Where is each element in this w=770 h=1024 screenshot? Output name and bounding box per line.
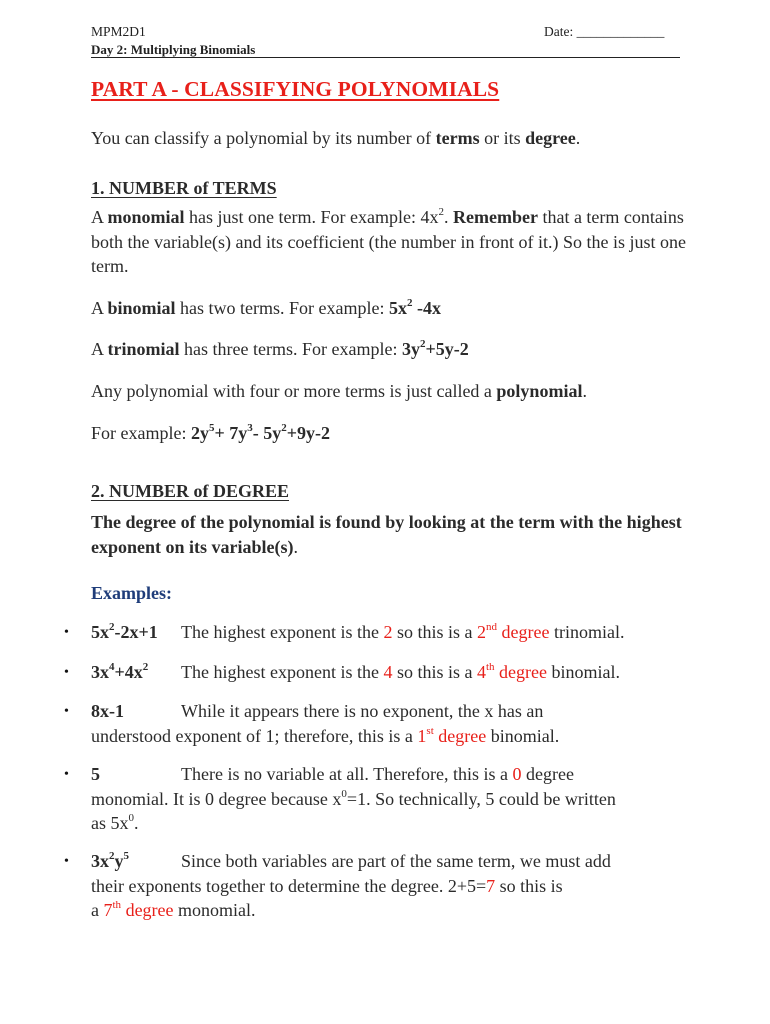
bullet-icon: • <box>64 854 69 869</box>
example-2: $3x^4+4x^2$ The highest exponent is the 4 so this is a 4th degree binomial. <box>91 661 621 682</box>
example-4: 5 There is no variable at all. Therefore, this is a 0 degree monomial. It is 0 degree because $x^0=1$. So technically, 5 could be written as $5x^0$. <box>91 764 616 833</box>
bullet-icon: • <box>64 704 69 719</box>
examples-label: Examples: <box>91 583 172 603</box>
intro-paragraph: You can classify a polynomial by its number of terms or its degree. <box>91 128 581 148</box>
part-title: PART A - CLASSIFYING POLYNOMIALS <box>91 77 500 101</box>
monomial-paragraph: A monomial has just one term. For example: $4x^2$. Remember that a term contains both the variable(s) and its coefficient (the number in front of it.) So the is just one term. <box>91 206 687 276</box>
binomial-paragraph: A binomial has two terms. For example: $5x^2$ -4x <box>91 297 442 318</box>
section1-heading: 1. NUMBER of TERMS <box>91 178 277 198</box>
example-5: $3x^2y^5$ Since both variables are part of the same term, we must add their exponents together to determine the degree. 2+5=7 so this is a 7th degree monomial. <box>91 850 611 920</box>
date-field: Date: _____________ <box>544 24 665 39</box>
bullet-icon: • <box>64 625 69 640</box>
example-3: 8x-1 While it appears there is no exponent, the x has an understood exponent of 1; therefore, this is a 1st degree binomial. <box>91 701 560 746</box>
bullet-icon: • <box>64 665 69 680</box>
bullet-icon: • <box>64 767 69 782</box>
trinomial-paragraph: A trinomial has three terms. For example: $3y^2+5y-2$ <box>91 338 469 359</box>
polynomial-paragraph: Any polynomial with four or more terms is just called a polynomial. <box>91 381 587 401</box>
example-1: $5x^2-2x+1$ The highest exponent is the 2 so this is a 2nd degree trinomial. <box>91 621 625 642</box>
section2-heading: 2. NUMBER of DEGREE <box>91 481 290 501</box>
degree-statement: The degree of the polynomial is found by looking at the term with the highest exponent on its variable(s). <box>91 512 682 557</box>
header-left <box>91 23 255 59</box>
course-code: MPM2D1 <box>91 24 146 39</box>
polynomial-example: For example: $2y^5+ 7y^3-$ $5y^2+9y-2$ <box>91 422 331 443</box>
lesson-title: Day 2: Multiplying Binomials <box>91 42 256 57</box>
header-rule <box>91 57 680 58</box>
